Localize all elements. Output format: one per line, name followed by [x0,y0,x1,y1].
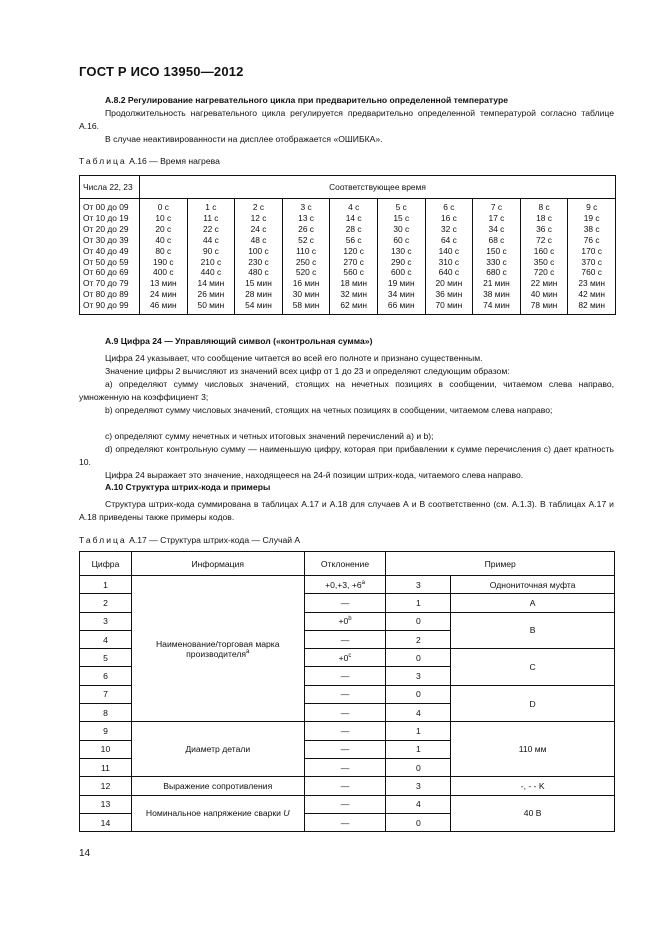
table-a16-cell: 8 с [538,202,550,212]
table-a16-cell: 16 с [440,212,457,223]
table-a17-caption: Таблица А.17 — Структура штрих-кода — Случай А [79,535,301,545]
example-cell: Однониточная муфта [451,576,615,594]
table-a16-cell: 22 с [202,223,219,234]
table-a16-cell: 44 с [202,234,219,245]
table-a16-cell: 13 мин [149,278,177,289]
table-a16-cell: 38 с [583,223,600,234]
table-a16-cell: 210 с [200,256,222,267]
table-a16-cell: 10 с [155,212,172,223]
table-a16-column [425,199,473,315]
value-cell: 3 [386,667,451,685]
table-a16-cell: 54 мин [245,300,272,311]
table-a16-cell: 520 с [295,267,317,278]
table-a16-cell: 560 с [343,267,364,278]
example-cell: C [451,649,615,686]
deviation-cell: — [304,777,386,795]
table-a16-cell: 28 с [345,223,362,234]
value-cell: 0 [386,758,451,776]
header-info: Информация [131,552,304,576]
digit-cell: 1 [80,576,132,594]
table-a16-cell: 64 с [440,234,457,245]
table-a16-cell: 68 с [488,234,505,245]
example-cell: 110 мм [451,722,615,777]
value-cell: 2 [386,630,451,648]
table-a16-cell: 1 с [205,202,217,212]
table-a16-cell: 16 мин [292,278,320,289]
table-a16-cell: 330 с [486,256,507,267]
info-diameter: Диаметр детали [131,722,304,777]
table-a16-cell: 11 с [203,212,219,223]
table-a16-cell: 26 с [298,223,314,234]
deviation-cell: — [304,758,386,776]
table-a16-column [520,199,568,315]
table-a16-column [330,199,378,315]
table-a16-cell: 150 с [486,245,507,256]
table-a16-cell: 230 с [248,256,269,267]
table-a16-cell: 72 с [536,234,552,245]
table-a16-cell: 110 с [296,245,317,256]
table-a16-cell: 34 мин [387,289,415,300]
table-a16-cell: От 80 до 89 [83,289,129,300]
table-a16-cell: 270 с [343,256,364,267]
table-a16-cell: 14 с [345,212,362,223]
table-a16-cell: 140 с [438,245,460,256]
page-number: 14 [79,848,91,859]
table-a16-cell: 90 с [202,245,219,256]
digit-cell: 12 [80,777,132,795]
section-a82-heading: А.8.2 Регулирование нагревательного цикла при предварительно определенной температуре [105,95,509,105]
table-a16-column [187,199,235,315]
table-a16-cell: 52 с [298,234,314,245]
table-a16-cell: 22 мин [530,278,558,289]
deviation-cell: — [304,594,386,612]
table-a16-cell: 40 мин [530,289,558,300]
table-a16-cell: 23 мин [578,278,606,289]
digit-cell: 4 [80,630,132,648]
deviation-cell: — [304,740,386,758]
table-a16-cell: 5 с [395,202,407,212]
table-a16-cell: 24 с [250,223,267,234]
table-a16-cell: 60 с [393,234,410,245]
page-header: ГОСТ Р ИСО 13950—2012 [79,64,244,79]
table-a16-cell: 7 с [490,202,503,212]
table-a16-row-labels [80,199,140,315]
table-a16-cell: 310 с [438,256,460,267]
table-a16-cell: 3 с [300,202,312,212]
value-cell: 1 [386,740,451,758]
value-cell: 1 [386,594,451,612]
table-a16-cell: 440 с [200,267,222,278]
deviation-cell: +0,+3, $+6^a$ [304,576,386,594]
digit-cell: 6 [80,667,132,685]
deviation-cell: — [304,795,386,813]
section-a9-paragraph-3: Цифра 24 выражает это значение, находящееся на 24-й позиции штрих-кода, читаемого слева направо. [105,470,524,480]
table-a16-cell: 40 с [155,234,172,245]
table-a16-cell: 30 мин [292,289,320,300]
value-cell: 0 [386,813,451,831]
table-a16-cell: 42 мин [578,289,606,300]
example-cell: A [451,594,615,612]
table-a16-cell: 36 с [536,223,552,234]
table-a16-cell: 48 с [250,234,267,245]
digit-cell: 8 [80,704,132,722]
section-a9-heading: А.9 Цифра 24 — Управляющий символ («контрольная сумма») [105,336,373,346]
table-a16-cell: 400 с [153,267,174,278]
table-a16-col0-header: Числа 22, 23 [80,176,140,199]
value-cell: 1 [386,722,451,740]
table-a16-cell: 0 с [157,202,169,212]
table-a16-cell: 760 с [581,267,602,278]
table-a16-cell: 290 с [391,256,412,267]
table-a16-cell: 190 с [153,256,174,267]
table-a16-cell: 600 с [391,267,412,278]
table-a16 [79,175,616,315]
digit-cell: 13 [80,795,132,813]
table-a16-column [568,199,616,315]
value-cell: 3 [386,777,451,795]
table-a16-cell: 50 мин [197,300,225,311]
digit-cell: 3 [80,612,132,630]
value-cell: 0 [386,612,451,630]
table-a16-cell: 26 мин [197,289,225,300]
deviation-cell: — [304,667,386,685]
table-a16-cell: От 70 до 79 [83,278,129,289]
table-a16-cell: 640 с [438,267,460,278]
table-a16-cell: 4 с [348,202,360,212]
deviation-cell: — [304,704,386,722]
section-a9-item-d: d) определяют контрольную сумму — наименьшую цифру, которая при прибавлении к сумме перечисления с) дает кратность 10. [79,444,614,467]
section-a82-paragraph-2: В случае неактивированности на дисплее отображается «ОШИБКА». [105,134,383,144]
value-cell: 0 [386,685,451,703]
table-a16-cell: 76 с [583,234,600,245]
table-a16-cell: 14 мин [197,278,225,289]
deviation-cell: — [304,813,386,831]
table-a17 [79,551,615,832]
section-a82-paragraph-1: Продолжительность нагревательного цикла регулируется предварительно определенной температурой согласно таблице А.16. [79,108,614,131]
section-a9-item-a: а) определяют сумму числовых значений, стоящих на нечетных позициях в сообщении, читаемом слева направо, умноженную на коэффициент 3; [79,379,614,402]
section-a10-paragraph-1: Структура штрих-кода суммирована в таблицах А.17 и А.18 для случаев А и В соответственно (см. А.1.3). В таблицах А.17 и А.18 приведены также примеры кодов. [79,499,614,522]
digit-cell: 2 [80,594,132,612]
table-a16-cell: От 20 до 29 [83,223,129,234]
table-a16-cell: 350 с [533,256,555,267]
table-a16-column [235,199,283,315]
table-a16-cell: От 50 до 59 [83,256,129,267]
table-a16-cell: 680 с [486,267,507,278]
info-manufacturer: Наименование/торговая марка производителя$^a$ [131,576,304,722]
digit-cell: 9 [80,722,132,740]
table-a16-cell: 370 с [581,256,602,267]
table-a16-cell: 12 с [250,212,267,223]
info-resistance: Выражение сопротивления [131,777,304,795]
table-a16-cell: 15 с [393,212,410,223]
table-a16-cell: От 30 до 39 [83,234,129,245]
table-a16-cell: 170 с [581,245,602,256]
table-a16-cell: 130 с [391,245,412,256]
example-cell: D [451,685,615,722]
example-cell: B [451,612,615,649]
table-a16-cell: 78 мин [530,300,558,311]
table-a16-cell: 70 мин [435,300,463,311]
table-a16-caption: Таблица А.16 — Время нагрева [79,156,220,166]
value-cell: 4 [386,704,451,722]
table-a16-cell: 100 с [248,245,269,256]
table-a16-column [282,199,330,315]
table-a16-cell: 74 мин [483,300,510,311]
digit-cell: 7 [80,685,132,703]
table-a16-cell: От 60 до 69 [83,267,129,278]
header-example: Пример [386,552,615,576]
section-a10-heading: А.10 Структура штрих-кода и примеры [105,482,271,492]
table-a16-column [473,199,521,315]
table-a16-column [140,199,188,315]
table-a16-cell: 58 мин [292,300,320,311]
deviation-cell: — [304,722,386,740]
table-a16-cell: 62 мин [340,300,368,311]
deviation-cell: $+0^b$ [304,612,386,630]
table-a16-cell: 24 мин [149,289,177,300]
deviation-cell: — [304,685,386,703]
table-a16-cell: 36 мин [435,289,463,300]
header-deviation: Отклонение [304,552,386,576]
table-a16-cell: 13 с [298,212,314,223]
section-a9-item-b: b) определяют сумму числовых значений, стоящих на четных позициях в сообщении, читаемом слева направо; [105,405,553,415]
table-a16-cell: 2 с [252,202,265,212]
section-a9-item-c: с) определяют сумму нечетных и четных итоговых значений перечислений а) и b); [105,431,434,441]
table-a16-cell: 56 с [345,234,362,245]
table-a16-column [377,199,425,315]
table-a16-cell: 32 с [440,223,457,234]
table-a16-cell: От 10 до 19 [83,212,129,223]
table-a16-cell: 46 мин [149,300,177,311]
table-a16-cell: 66 мин [387,300,415,311]
example-cell: -, - - K [451,777,615,795]
table-a16-cell: 19 с [583,212,600,223]
table-a16-cell: 480 с [248,267,269,278]
digit-cell: 14 [80,813,132,831]
table-a16-cell: 19 мин [387,278,415,289]
table-a16-cell: От 00 до 09 [83,202,129,212]
deviation-cell: — [304,630,386,648]
table-a16-cell: 18 мин [340,278,368,289]
table-a16-group-header: Соответствующее время [140,176,616,199]
table-a16-cell: 30 с [393,223,410,234]
table-a16-cell: От 40 до 49 [83,245,129,256]
table-a16-cell: 9 с [586,202,598,212]
table-a16-cell: 120 с [343,245,364,256]
digit-cell: 10 [80,740,132,758]
table-a16-cell: 32 мин [340,289,368,300]
table-a16-cell: 34 с [488,223,505,234]
value-cell: 3 [386,576,451,594]
section-a9-paragraph-1: Цифра 24 указывает, что сообщение читается во всей его полноте и признано существенным. [105,353,483,363]
section-a9-paragraph-2: Значение цифры 2 вычисляют из значений всех цифр от 1 до 23 и определяют следующим образом: [105,366,510,376]
table-a16-cell: 250 с [295,256,317,267]
example-cell: 40 В [451,795,615,832]
table-a16-cell: 80 с [155,245,172,256]
table-a16-cell: 38 мин [483,289,510,300]
value-cell: 0 [386,649,451,667]
table-a16-cell: 160 с [533,245,555,256]
table-a16-cell: 720 с [533,267,555,278]
value-cell: 4 [386,795,451,813]
table-a16-cell: 15 мин [245,278,272,289]
digit-cell: 5 [80,649,132,667]
header-digit: Цифра [80,552,132,576]
table-a16-cell: 6 с [443,202,455,212]
table-a16-cell: 20 с [155,223,172,234]
table-a16-cell: 82 мин [578,300,606,311]
deviation-cell: $+0^c$ [304,649,386,667]
table-a16-cell: От 90 до 99 [83,300,129,311]
table-a16-cell: 18 с [536,212,552,223]
info-voltage: Номинальное напряжение сварки U [131,795,304,832]
digit-cell: 11 [80,758,132,776]
table-a16-cell: 20 мин [435,278,463,289]
table-a16-cell: 17 с [488,212,505,223]
table-a16-cell: 21 мин [483,278,510,289]
table-a16-cell: 28 мин [245,289,272,300]
